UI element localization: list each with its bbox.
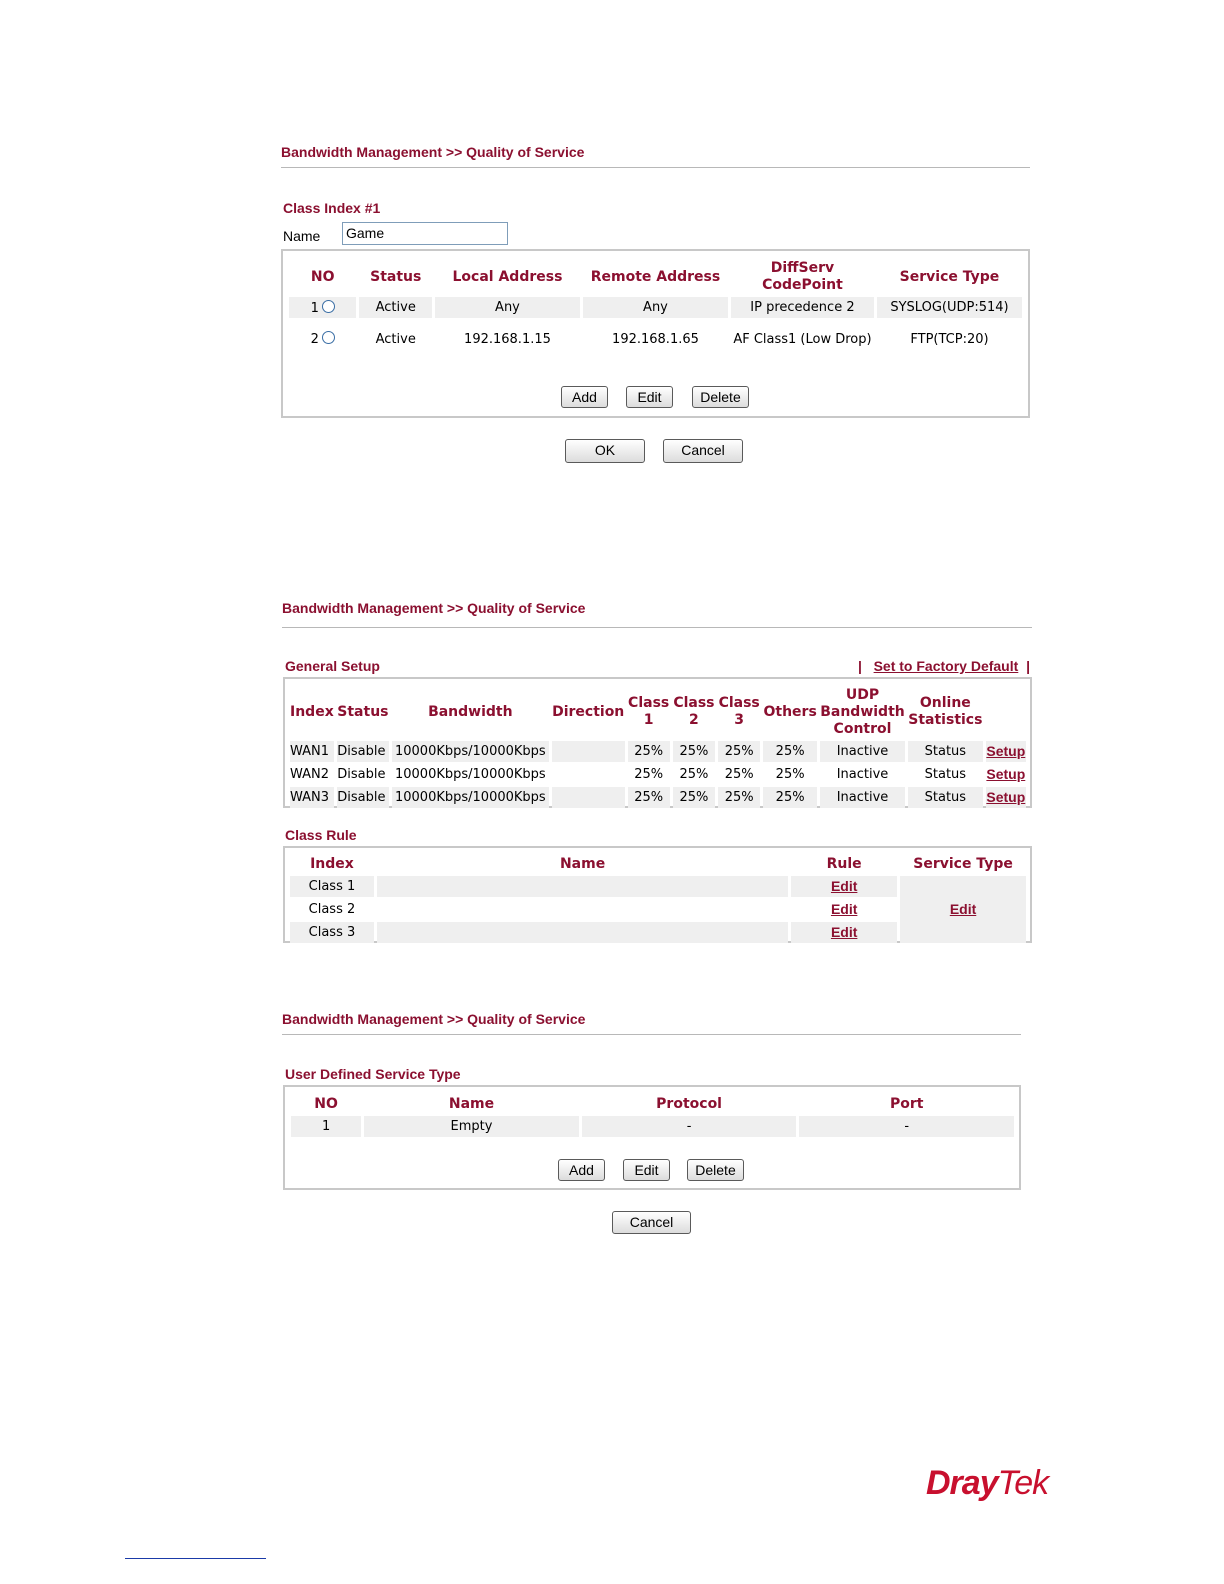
general-setup-panel [283, 677, 1032, 808]
col-index: Index [290, 703, 334, 720]
row-service: SYSLOG(UDP:514) [877, 297, 1022, 318]
factory-default-link[interactable]: Set to Factory Default [873, 658, 1019, 674]
col-class1: Class 1 [628, 695, 670, 728]
qos-rule-table [286, 257, 1025, 360]
rule-edit-link[interactable]: Edit [830, 924, 858, 940]
col-status: Status [337, 703, 389, 720]
table-row [290, 764, 1026, 785]
class-index-heading: Class Index #1 [283, 200, 381, 216]
general-setup-heading: General Setup [285, 658, 380, 674]
edit-button[interactable]: Edit [626, 386, 673, 408]
col-status: Status [370, 268, 422, 285]
col-direction: Direction [552, 703, 625, 720]
col-service-type: Service Type [913, 855, 1013, 872]
footer-rule [125, 1558, 266, 1559]
section3-title: Bandwidth Management >> Quality of Service [282, 1011, 586, 1027]
row-service: FTP(TCP:20) [910, 331, 989, 347]
draytek-logo [926, 1464, 1048, 1503]
add-button[interactable]: Add [558, 1159, 605, 1181]
col-protocol: Protocol [656, 1095, 722, 1112]
col-udp: UDP Bandwidth Control [820, 686, 905, 737]
row-select-radio[interactable] [322, 300, 335, 313]
user-defined-panel [283, 1085, 1021, 1190]
row-local: Any [435, 297, 580, 318]
row-no-cell [289, 297, 356, 318]
rule-edit-link[interactable]: Edit [830, 878, 858, 894]
row-no: 2 [310, 332, 319, 347]
setup-link[interactable]: Setup [986, 766, 1026, 782]
factory-default-bar [858, 658, 1030, 674]
row-protocol: - [582, 1116, 797, 1137]
logo-dray: Dray [926, 1464, 998, 1502]
rule-index: Class 2 [308, 902, 356, 917]
row-local: 192.168.1.15 [464, 331, 551, 347]
row-dscp: IP precedence 2 [731, 297, 874, 318]
rule-name [377, 899, 788, 920]
rule-name [377, 922, 788, 943]
service-type-edit-link[interactable]: Edit [949, 901, 977, 917]
col-setup [986, 685, 1026, 739]
row-no-cell [289, 320, 356, 358]
separator: | [1026, 658, 1030, 674]
row-remote: Any [583, 297, 728, 318]
setup-link[interactable]: Setup [986, 789, 1026, 805]
row-dscp: AF Class1 (Low Drop) [733, 331, 872, 347]
col-class3: Class 3 [718, 695, 760, 728]
row-no: 1 [310, 300, 319, 316]
col-diffserv: DiffServ CodePoint [762, 260, 843, 293]
col-name: Name [559, 855, 606, 872]
row-status: Active [359, 297, 432, 318]
row-name: Empty [364, 1116, 579, 1137]
row-status: Active [375, 331, 416, 347]
class-rule-heading: Class Rule [285, 827, 357, 843]
delete-button[interactable]: Delete [692, 386, 749, 408]
row-class1: 25% [628, 741, 670, 762]
name-label: Name [283, 228, 321, 244]
rule-index: Class 3 [290, 922, 374, 943]
row-index: WAN3 [290, 787, 334, 808]
name-input[interactable]: Game [342, 222, 508, 245]
col-local-address: Local Address [452, 268, 563, 285]
row-udp: Inactive [820, 741, 905, 762]
row-stats: Status [908, 787, 983, 808]
setup-link[interactable]: Setup [986, 743, 1026, 759]
col-port: Port [889, 1095, 924, 1112]
row-udp: Inactive [836, 767, 889, 782]
row-class1: 25% [628, 787, 670, 808]
cancel-button[interactable]: Cancel [612, 1211, 691, 1234]
section3-divider [282, 1034, 1021, 1035]
section1-divider [281, 167, 1030, 168]
table-row [290, 741, 1026, 762]
table-row [290, 876, 1026, 897]
col-bandwidth: Bandwidth [428, 703, 513, 720]
row-status: Disable [337, 767, 386, 782]
user-defined-table [288, 1092, 1017, 1139]
row-stats: Status [924, 767, 967, 782]
row-udp: Inactive [820, 787, 905, 808]
row-class1: 25% [634, 767, 664, 782]
row-class3: 25% [718, 787, 760, 808]
rule-name [377, 876, 788, 897]
general-setup-table [287, 683, 1029, 810]
row-stats: Status [908, 741, 983, 762]
table-row [290, 787, 1026, 808]
col-name: Name [448, 1095, 495, 1112]
row-direction [552, 741, 625, 762]
row-index: WAN2 [290, 767, 330, 782]
row-no: 1 [291, 1116, 361, 1137]
user-defined-heading: User Defined Service Type [285, 1066, 461, 1082]
section2-divider [282, 627, 1032, 628]
col-rule: Rule [826, 855, 862, 872]
row-class2: 25% [673, 741, 715, 762]
ok-button[interactable]: OK [565, 439, 645, 463]
class-rule-table [287, 852, 1029, 945]
row-others: 25% [763, 787, 817, 808]
logo-tek: Tek [997, 1464, 1049, 1502]
row-status: Disable [337, 741, 389, 762]
table-row [289, 297, 1022, 318]
col-no: NO [310, 268, 335, 285]
row-index: WAN1 [290, 741, 334, 762]
row-class2: 25% [673, 787, 715, 808]
row-class3: 25% [718, 741, 760, 762]
row-select-radio[interactable] [322, 331, 335, 344]
col-online-stats: Online Statistics [908, 695, 983, 728]
row-others: 25% [775, 767, 805, 782]
qos-rule-panel [281, 249, 1030, 418]
row-status: Disable [337, 787, 389, 808]
separator: | [858, 658, 862, 674]
col-index: Index [310, 855, 354, 872]
row-remote: 192.168.1.65 [612, 331, 699, 347]
col-no: NO [314, 1095, 338, 1112]
row-direction [552, 787, 625, 808]
table-row [291, 1116, 1014, 1137]
cancel-button[interactable]: Cancel [663, 439, 743, 463]
rule-index: Class 1 [290, 876, 374, 897]
edit-button[interactable]: Edit [623, 1159, 670, 1181]
col-remote-address: Remote Address [590, 268, 721, 285]
add-button[interactable]: Add [561, 386, 608, 408]
row-class3: 25% [724, 767, 754, 782]
delete-button[interactable]: Delete [687, 1159, 744, 1181]
col-service-type: Service Type [899, 268, 1000, 285]
section1-title: Bandwidth Management >> Quality of Service [281, 144, 585, 160]
table-row [289, 320, 1022, 358]
col-class2: Class 2 [673, 695, 715, 728]
section2-title: Bandwidth Management >> Quality of Service [282, 600, 586, 616]
row-bandwidth: 10000Kbps/10000Kbps [394, 767, 546, 782]
class-rule-panel [283, 846, 1032, 943]
col-others: Others [763, 703, 817, 720]
row-bandwidth: 10000Kbps/10000Kbps [392, 787, 549, 808]
row-bandwidth: 10000Kbps/10000Kbps [392, 741, 549, 762]
row-direction [552, 764, 625, 785]
rule-edit-link[interactable]: Edit [830, 901, 858, 917]
row-class2: 25% [679, 767, 709, 782]
row-others: 25% [763, 741, 817, 762]
row-port: - [799, 1116, 1014, 1137]
